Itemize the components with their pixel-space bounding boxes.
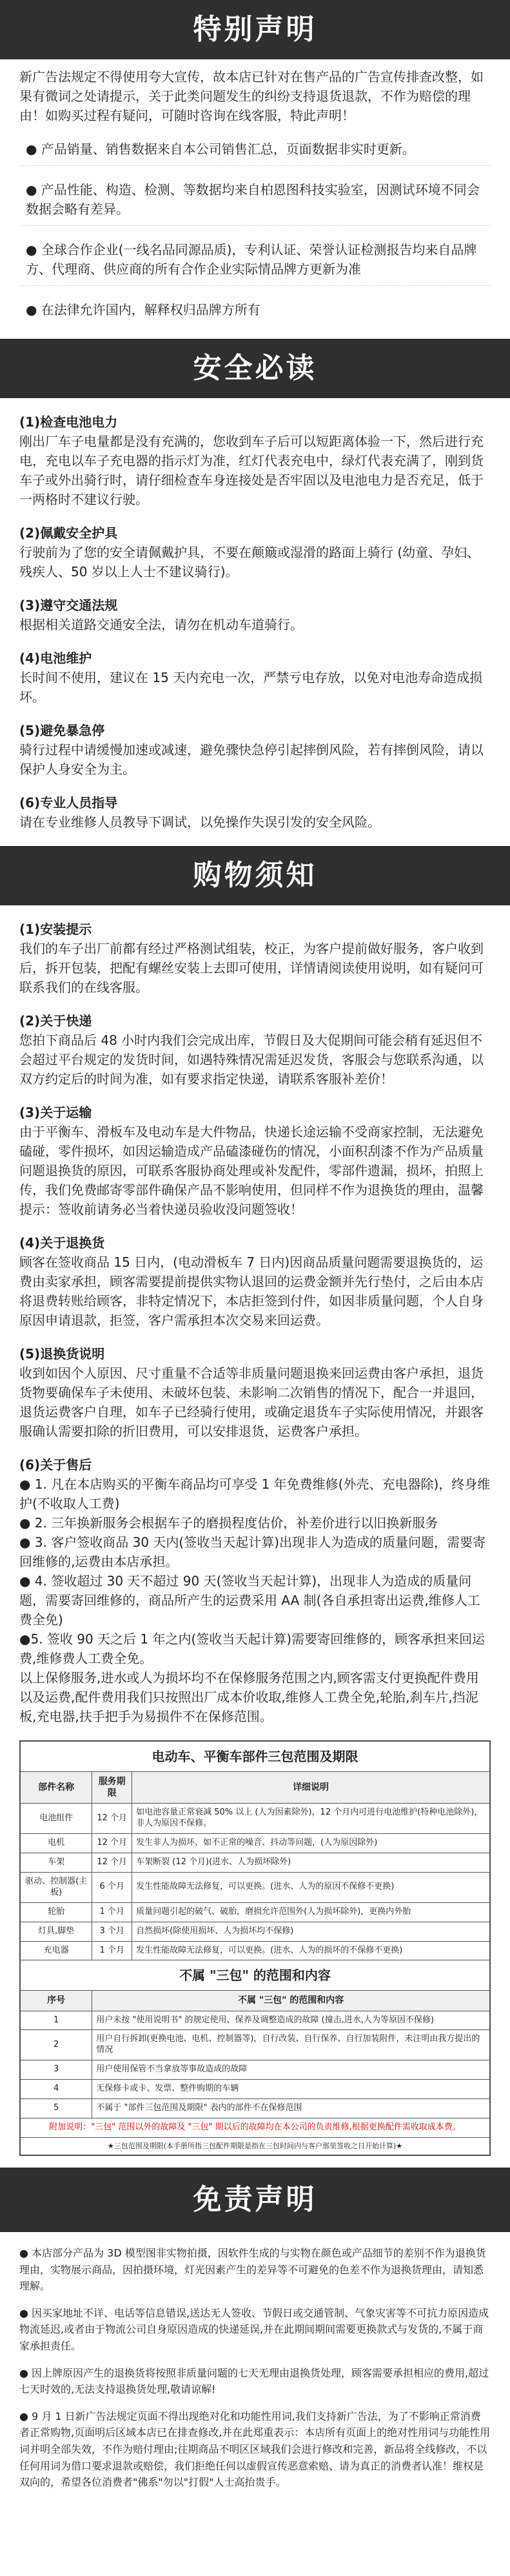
exclusion-content: 无保修卡或卡、发票、整件购期的车辆 <box>92 2080 490 2099</box>
after-sales-line: ● 1. 凡在本店购买的平衡车商品均可享受 1 年免费维修(外壳、充电器除)，终身维护(不收取人工费) <box>19 1476 491 1511</box>
exclusion-content: 不属于 "部件三包范围及期限" 表内的部件不在保修范围 <box>92 2099 490 2118</box>
exclusion-index: 5 <box>21 2099 92 2118</box>
after-sales-line: ● 4. 签收超过 30 天不超过 90 天(签收当天起计算)，出现非人为造成的质量问题，需要寄回维修的，商品所产生的运费采用 AA 制(各自承担寄出运费,维修人工费全免) <box>19 1573 480 1627</box>
warranty-detail: 车架断裂 (12 个月)(进水、人为损坏除外) <box>132 1853 490 1873</box>
safety-item-title: (5)避免暴急停 <box>19 723 105 738</box>
warranty-note-small: ★三包范围及期限(本手册所指三包配件期限是指在三包时间内与客户那里签收之日开始计算)★ <box>21 2137 490 2155</box>
purchase-item <box>19 1103 491 1219</box>
exclusion-index: 4 <box>21 2080 92 2099</box>
safety-item-text: 长时间不使用，建议在 15 天内充电一次，严禁亏电存放，以免对电池寿命造成损坏。 <box>19 670 483 705</box>
after-sales-line: 以上保修服务,进水或人为损坏均不在保修服务范围之内,顾客需支付更换配件费用以及运费,配件费用我们只按照出厂成本价收取,维修人工费全免,轮胎,刹车片,挡泥板,充电器,扶手把手为易损件不在保修范围。 <box>19 1670 479 1724</box>
warranty-detail: 发生性能故障无法修复，可以更换。(进水、人为的原因不保修不更换) <box>132 1872 490 1902</box>
special-bullet: ● 产品销量、销售数据来自本公司销售汇总，页面数据非实时更新。 <box>19 134 491 166</box>
table-row <box>21 1853 490 1873</box>
purchase-item-text: 顾客在签收商品 15 日内，(电动滑板车 7 日内)因商品质量问题需要退换货的，运费由卖家承担，顾客需要提前提供实物认退回的运费金额并先行垫付，之后由本店将退费转账给顾客，非特定情况下，本店拒签到付件，如因非质量问题，个人自身原因申请退款，拒签，客户需承担本次交易来回运费。 <box>19 1254 484 1328</box>
exclusion-title: 不属 "三包" 的范围和内容 <box>21 1960 490 1991</box>
safety-item-text: 根据相关道路交通安全法，请勿在机动车道骑行。 <box>19 617 303 632</box>
after-sales <box>19 1455 491 1726</box>
safety-item-title: (4)电池维护 <box>19 650 92 666</box>
safety-item <box>19 412 491 509</box>
warranty-part: 轮胎 <box>21 1902 92 1922</box>
safety-item <box>19 649 491 707</box>
warranty-header-part: 部件名称 <box>21 1772 92 1804</box>
safety-item-title: (1)检查电池电力 <box>19 414 118 430</box>
warranty-period: 12 个月 <box>92 1804 132 1834</box>
table-row <box>21 2060 490 2080</box>
table-row <box>21 1834 490 1853</box>
purchase-item-title: (1)安装提示 <box>19 921 92 937</box>
header-safety: 安全必读 <box>0 339 510 398</box>
disclaimer-paragraph: ● 因上牌原因产生的退换货将按照非质量问题的七天无理由退换货处理，顾客需要承担相应的费用,超过七天时效的,无法支持退换货处理,敬请谅解! <box>19 2366 489 2396</box>
table-row <box>21 1902 490 1922</box>
warranty-detail: 自然损坏(除使用损坏、人为损坏均不保修) <box>132 1922 490 1941</box>
warranty-period: 3 个月 <box>92 1922 132 1941</box>
safety-item <box>19 793 491 832</box>
safety-item <box>19 596 491 634</box>
exclusion-index: 2 <box>21 2030 92 2060</box>
warranty-note-red: 附加说明："三包" 范围以外的故障及 "三包" 期以后的故障均在本公司的负责维修,根据更换配件需收取成本费。 <box>21 2118 490 2137</box>
exclusion-index: 1 <box>21 2011 92 2030</box>
exclusion-content: 用户未按 "使用说明书" 的规定使用、保养及调整造成的故障 (撞击,进水,人为等原因不保修) <box>92 2011 490 2030</box>
purchase-item <box>19 1233 491 1330</box>
purchase-section <box>0 905 510 2156</box>
exclusion-content: 用户自行拆卸(更换电池、电机、控制器等)，自行改装、自行保养、自行加装附件，未注明由我方提出的情况 <box>92 2030 490 2060</box>
warranty-part: 灯具,脚垫 <box>21 1922 92 1941</box>
exclusion-header-index: 序号 <box>21 1991 92 2011</box>
safety-item-title: (6)专业人员指导 <box>19 795 118 810</box>
safety-item-title: (3)遵守交通法规 <box>19 598 118 613</box>
warranty-period: 1 个月 <box>92 1941 132 1960</box>
purchase-item-title: (5)退换货说明 <box>19 1346 105 1362</box>
purchase-item <box>19 1011 491 1089</box>
header-special-statement: 特别声明 <box>0 0 510 59</box>
warranty-period: 1 个月 <box>92 1902 132 1922</box>
disclaimer-paragraph: ● 因买家地址不详、电话等信息错误,送达无人签收、节假日或交通管制、气象灾害等不可抗力原因造成物流延迟,或者由于物流公司自身原因造成的快递延误,并在此期间期间需要更换款式与发货的,不属于商家承担责任。 <box>19 2306 489 2353</box>
disclaimer-section <box>0 2232 510 2491</box>
warranty-part: 驱动、控制器(主板) <box>21 1872 92 1902</box>
table-row <box>21 1804 490 1834</box>
purchase-item-title: (2)关于快递 <box>19 1013 92 1029</box>
warranty-period: 12 个月 <box>92 1834 132 1853</box>
purchase-item <box>19 1344 491 1441</box>
purchase-item-text: 收到如因个人原因、尺寸重量不合适等非质量问题退换来回运费由客户承担，退货货物要确保车子未使用、未破坏包装、未影响二次销售的情况下，配合一并退回，退货运费客户自理，如车子已经骑行使用，或确定退货车子实际使用情况，并跟客服确认需要扣除的折旧费用，可以安排退货，运费客户承担。 <box>19 1365 484 1439</box>
special-bullet: ● 产品性能、构造、检测、等数据均来自柏恩图科技实验室，因测试环境不同会数据会略有差异。 <box>19 175 491 226</box>
purchase-item <box>19 920 491 997</box>
safety-item <box>19 721 491 779</box>
warranty-part: 电机 <box>21 1834 92 1853</box>
purchase-item-text: 您拍下商品后 48 小时内我们会完成出库，节假日及大促期间可能会稍有延迟但不会超过平台规定的发货时间，如遇特殊情况需延迟发货，客服会与您联系沟通，以双方约定后的时间为准，如有要求指定快递，请联系客服补差价！ <box>19 1032 484 1087</box>
special-bullet: ● 全球合作企业(一线名品同源品质)，专利认证、荣誉认证检测报告均来自品牌方、代理商、供应商的所有合作企业实际情品牌方更新为准 <box>19 235 491 286</box>
after-sales-title: (6)关于售后 <box>19 1457 92 1473</box>
table-row <box>21 2030 490 2060</box>
purchase-item-text: 我们的车子出厂前都有经过严格测试组装，校正，为客户提前做好服务，客户收到后，拆开包装，把配有螺丝安装上去即可使用，详情请阅读使用说明，如有疑问可联系我们的在线客服。 <box>19 941 484 995</box>
disclaimer-paragraph: ● 9 月 1 日新广告法规定页面不得出现绝对化和功能性用词,我们支持新广告法，为了不影响正常消费者正常购物,页面明后区域本店已在排查修改,并在此郑重表示：本店所有页面上的绝对性用词与功能性用词并明全部失效，不作为赔付理由;往期商品不明区区域我们会进行修改和完善，新品将全线修改，不以任何用词为借口要求退款或赔偿，我们拒绝任何以虚假宣传恶意索赔、请为真正的消费者认准！维权是双向的，希望各位消费者"佛系"勿以"打假"人士高抬贵手。 <box>19 2410 491 2489</box>
special-statement-section <box>0 59 510 339</box>
purchase-item-title: (4)关于退换货 <box>19 1235 105 1251</box>
warranty-header-period: 服务期限 <box>92 1772 132 1804</box>
table-row <box>21 2080 490 2099</box>
warranty-part: 车架 <box>21 1853 92 1873</box>
exclusion-header-content: 不属 "三包" 的范围和内容 <box>92 1991 490 2011</box>
warranty-table-title: 电动车、平衡车部件三包范围及期限 <box>21 1742 490 1772</box>
warranty-detail: 如电池容量正常衰减 50% 以上 (人为因素除外)，12 个月内可进行电池维护(特种电池除外)，非人为原因不保修。 <box>132 1804 490 1834</box>
special-statement-intro: 新广告法规定不得使用夸大宣传，故本店已针对在售产品的广告宣传排查改整，如果有微词之处请提示，关于此类问题发生的纠纷支持退货退款，不作为赔偿的理由！如购买过程有疑问，可随时咨询在线客服，特此声明！ <box>19 69 484 123</box>
warranty-period: 6 个月 <box>92 1872 132 1902</box>
safety-item-text: 刚出厂车子电量都是没有充满的，您收到车子后可以短距离体验一下，然后进行充电，充电以车子充电器的指示灯为准，红灯代表充电中，绿灯代表充满了，刚到货车子或外出骑行时，请仔细检查车身连接处是否牢固以及电池电力是否充足，低于一两格时不建议行驶。 <box>19 434 484 507</box>
table-row <box>21 1941 490 1960</box>
warranty-detail: 发生性能故障无法修复，可以更换。(进水、人为的损坏的不保修不更换) <box>132 1941 490 1960</box>
header-purchase: 购物须知 <box>0 846 510 905</box>
table-row <box>21 2011 490 2030</box>
special-statement-bullets <box>19 134 491 326</box>
warranty-detail: 质量问题引起的破气、破胎，磨损允许范围外(人为损坏除外)，更换内外胎 <box>132 1902 490 1922</box>
purchase-item-text: 由于平衡车、滑板车及电动车是大件物品，快递长途运输不受商家控制，无法避免磕碰，零件损坏，如因运输造成产品磕漆碰伤的情况，小面积刮漆不作为产品质量问题退换货的原因，可联系客服协商处理或补发配件，零部件遗漏，损坏，拍照上传，我们免费邮寄零部件确保产品不影响使用，但同样不作为退换货的理由，温馨提示：签收前请务必当着快递员验收没问题签收！ <box>19 1124 484 1217</box>
after-sales-line: ●5. 签收 90 天之后 1 年之内(签收当天起计算)需要寄回维修的，顾客承担来回运费,维修费人工费全免。 <box>19 1631 485 1666</box>
safety-item-text: 请在专业维修人员教导下调试，以免操作失误引发的安全风险。 <box>19 814 380 830</box>
disclaimer-paragraph: ● 本店部分产品为 3D 模型图非实物拍摄，因软件生成的与实物在颜色或产品细节的差别不作为退换货理由，实物展示商品，因拍摄环境，灯光因素产生的差异等不可避免的色差不作为退换货理由，请知悉理解。 <box>19 2247 486 2293</box>
warranty-part: 电池组件 <box>21 1804 92 1834</box>
header-disclaimer: 免责声明 <box>0 2168 510 2232</box>
safety-item <box>19 523 491 581</box>
after-sales-line: ● 3. 客户签收商品 30 天内(签收当天起计算)出现非人为造成的质量问题，需要寄回维修的,运费由本店承担。 <box>19 1535 486 1569</box>
special-bullet: ● 在法律允许国内，解释权归品牌方所有 <box>26 302 260 317</box>
warranty-part: 充电器 <box>21 1941 92 1960</box>
table-row <box>21 1872 490 1902</box>
warranty-detail: 发生非人为损坏，如不正常的噪音、抖动等问题，(人为原因除外) <box>132 1834 490 1853</box>
safety-item-text: 行驶前为了您的安全请佩戴护具，不要在颠簸或湿滑的路面上骑行 (幼童、孕妇、残疾人、50 岁以上人士不建议骑行)。 <box>19 545 480 579</box>
safety-section <box>0 398 510 832</box>
after-sales-line: ● 2. 三年换新服务会根据车子的磨损程度估价，补差价进行以旧换新服务 <box>19 1515 438 1531</box>
table-row <box>21 1922 490 1941</box>
safety-item-text: 骑行过程中请缓慢加速或减速，避免骤快急停引起摔倒风险，若有摔倒风险，请以保护人身安全为主。 <box>19 742 484 777</box>
table-row <box>21 2099 490 2118</box>
exclusion-index: 3 <box>21 2060 92 2080</box>
warranty-header-detail: 详细说明 <box>132 1772 490 1804</box>
purchase-item-title: (3)关于运输 <box>19 1105 92 1120</box>
warranty-period: 12 个月 <box>92 1853 132 1873</box>
safety-item-title: (2)佩戴安全护具 <box>19 525 118 541</box>
exclusion-content: 用户使用保管不当拿放等事故造成的故障 <box>92 2060 490 2080</box>
warranty-table <box>19 1740 491 2156</box>
